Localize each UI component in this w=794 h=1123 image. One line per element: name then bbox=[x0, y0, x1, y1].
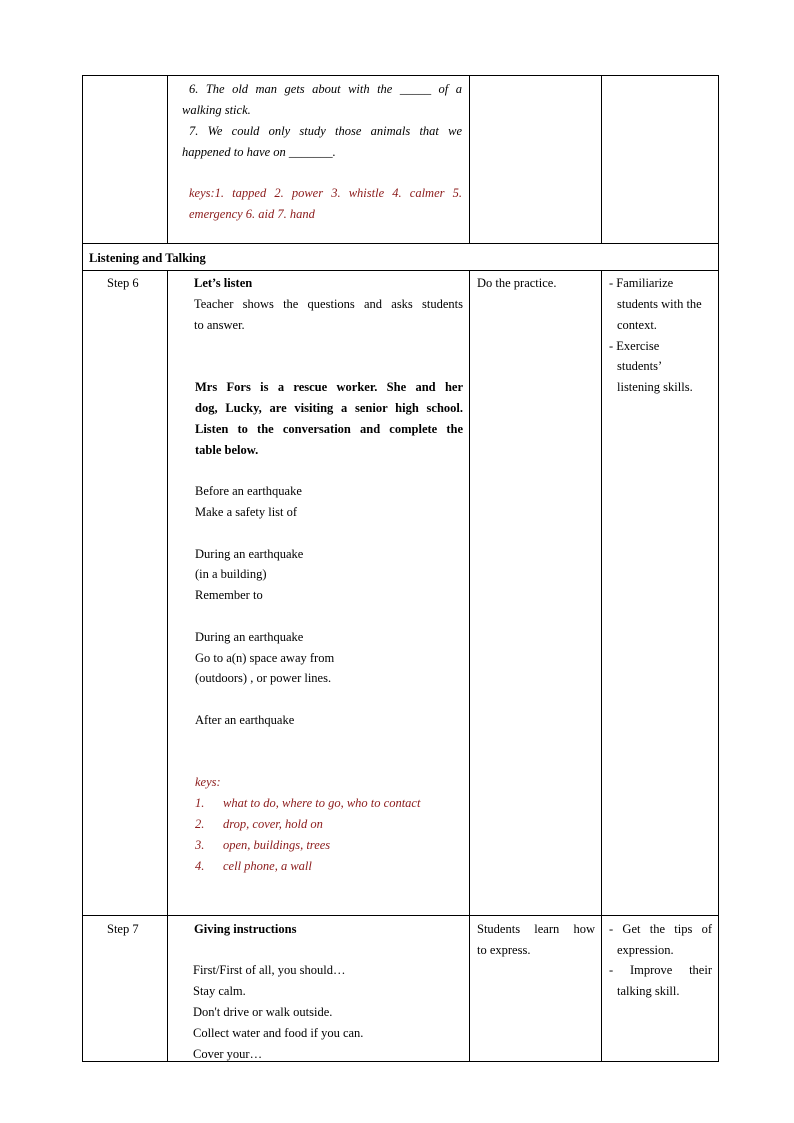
step-7-purpose-1: - Get the tips of bbox=[609, 922, 712, 936]
section-heading: Listening and Talking bbox=[89, 251, 206, 265]
during-1-title: During an earthquake bbox=[195, 547, 304, 561]
step-7-activity-1: Students learn how bbox=[477, 922, 595, 936]
step-6-purpose-2: students with the bbox=[617, 297, 702, 311]
step-7-purpose-4: talking skill. bbox=[617, 984, 680, 998]
step-7-line-5: Cover your… bbox=[193, 1047, 263, 1061]
step-7-line-2: Stay calm. bbox=[193, 984, 246, 998]
key-item-4: 4. cell phone, a wall bbox=[195, 859, 312, 873]
during-1-sub: (in a building) bbox=[195, 567, 267, 581]
step-7-label: Step 7 bbox=[107, 922, 139, 936]
step-6-purpose-1: - Familiarize bbox=[609, 276, 674, 290]
sentence-7-line-2: happened to have on _______. bbox=[182, 145, 336, 159]
sentence-7-line-1: 7. We could only study those animals that we bbox=[189, 124, 462, 138]
step-6-task-3: Listen to the conversation and complete the bbox=[195, 422, 463, 436]
top-keys-line-2: emergency 6. aid 7. hand bbox=[189, 207, 315, 221]
step-6-task-4: table below. bbox=[195, 443, 259, 457]
before-title: Before an earthquake bbox=[195, 484, 302, 498]
during-2-text: Go to a(n) space away from bbox=[195, 651, 335, 665]
after-title: After an earthquake bbox=[195, 713, 295, 727]
step-6-purpose-4: - Exercise bbox=[609, 339, 660, 353]
step-7-title: Giving instructions bbox=[194, 922, 297, 936]
step-6-purpose-3: context. bbox=[617, 318, 657, 332]
during-2-sub: (outdoors) , or power lines. bbox=[195, 671, 332, 685]
sentence-6-line-1: 6. The old man gets about with the _____ of a bbox=[189, 82, 462, 96]
step-6-activity: Do the practice. bbox=[477, 276, 557, 290]
key-item-2: 2. drop, cover, hold on bbox=[195, 817, 323, 831]
sentence-6-line-2: walking stick. bbox=[182, 103, 251, 117]
step-7-line-4: Collect water and food if you can. bbox=[193, 1026, 364, 1040]
step-6-purpose-5: students’ bbox=[617, 359, 663, 373]
key-item-3: 3. open, buildings, trees bbox=[195, 838, 331, 852]
step-7-purpose-3: - Improve their bbox=[609, 963, 712, 977]
step-6-intro-2: to answer. bbox=[194, 318, 245, 332]
step-6-task-1: Mrs Fors is a rescue worker. She and her bbox=[195, 380, 463, 394]
step-6-purpose-6: listening skills. bbox=[617, 380, 693, 394]
step-6-intro-1: Teacher shows the questions and asks students bbox=[194, 297, 463, 311]
top-keys-line-1: keys:1. tapped 2. power 3. whistle 4. calmer 5. bbox=[189, 186, 462, 200]
step-7-line-3: Don't drive or walk outside. bbox=[193, 1005, 333, 1019]
before-text: Make a safety list of bbox=[195, 505, 298, 519]
step-6-keys-label: keys: bbox=[195, 775, 221, 789]
step-6-label: Step 6 bbox=[107, 276, 139, 290]
step-6-task-2: dog, Lucky, are visiting a senior high school. bbox=[195, 401, 463, 415]
during-2-title: During an earthquake bbox=[195, 630, 304, 644]
key-item-1: 1. what to do, where to go, who to contact bbox=[195, 796, 421, 810]
during-1-text: Remember to bbox=[195, 588, 263, 602]
step-6-title: Let’s listen bbox=[194, 276, 253, 290]
step-7-line-1: First/First of all, you should… bbox=[193, 963, 346, 977]
step-7-purpose-2: expression. bbox=[617, 943, 674, 957]
step-7-activity-2: to express. bbox=[477, 943, 531, 957]
